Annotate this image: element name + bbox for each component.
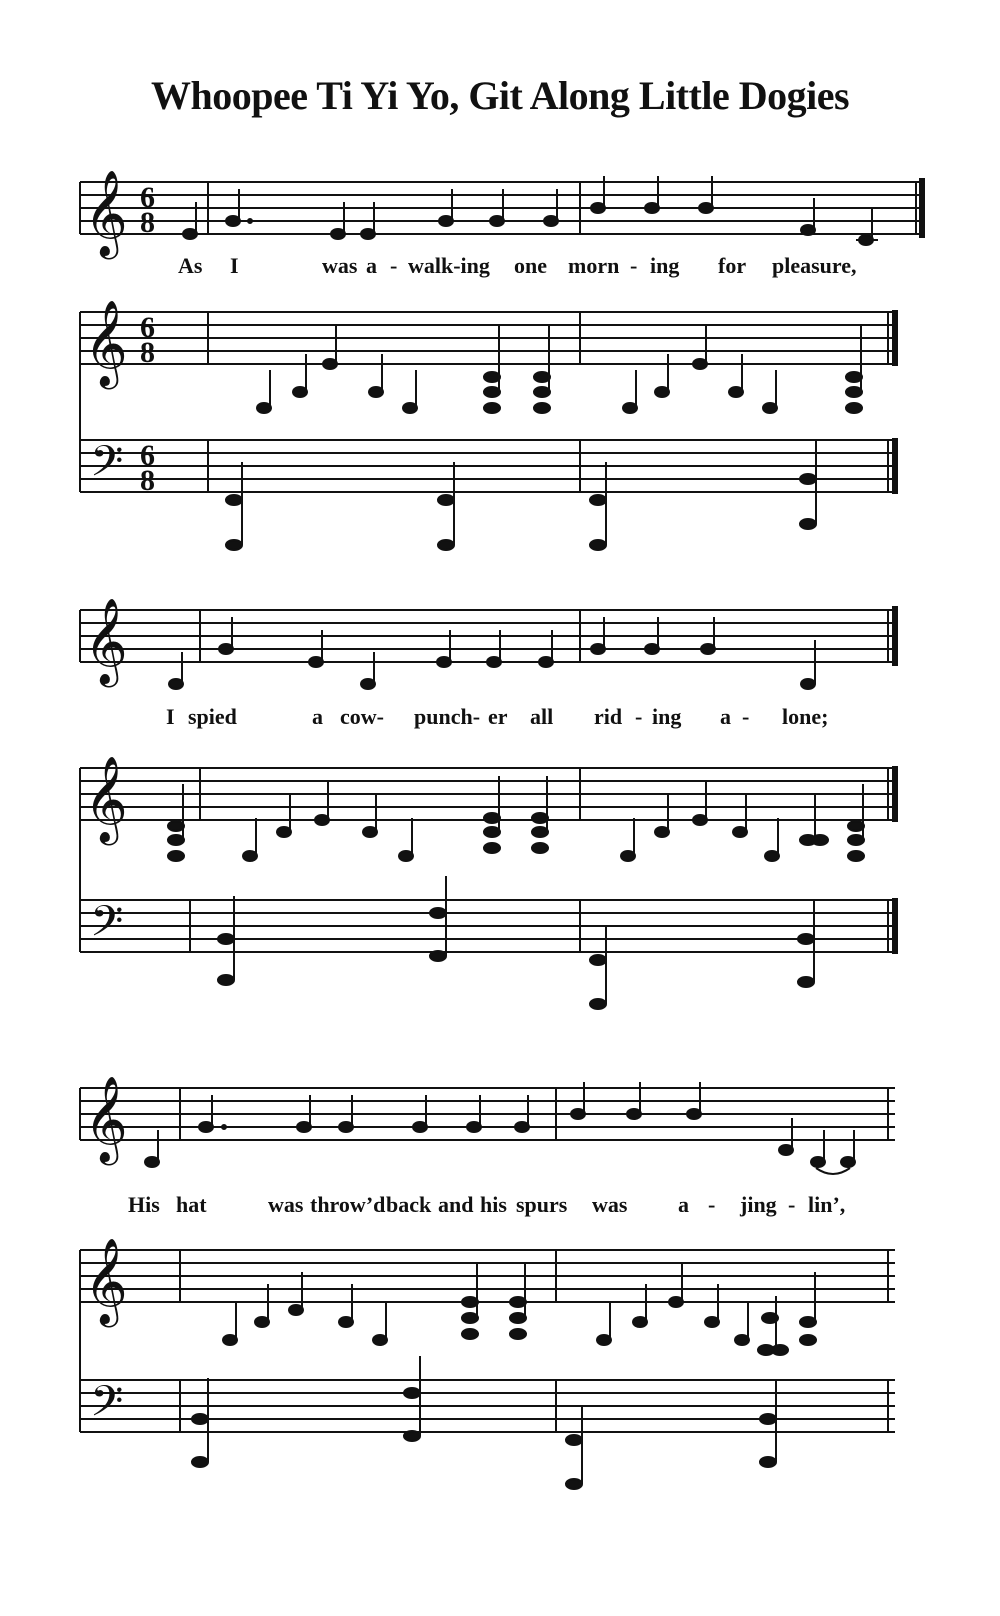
- time-signature-denominator: 8: [140, 336, 155, 369]
- lyric-word: was: [322, 253, 358, 278]
- melody-staff-1: [80, 178, 922, 238]
- lyric-word: spurs: [516, 1192, 568, 1217]
- lyric-word: a: [312, 704, 323, 729]
- lyric-word: hat: [176, 1192, 207, 1217]
- piano-treble-notes-3: [223, 1264, 816, 1355]
- lyric-word: His: [128, 1192, 160, 1217]
- lyric-word: punch-: [414, 704, 481, 729]
- piano-treble-staff-1: [80, 310, 895, 366]
- lyric-word: ing: [652, 704, 682, 729]
- lyric-word: ing: [650, 253, 680, 278]
- lyrics-line-1: [178, 253, 857, 278]
- time-signature-numerator: 6: [140, 181, 155, 214]
- lyrics-line-2: [166, 704, 828, 729]
- lyric-word: cow-: [340, 704, 384, 729]
- lyric-word: -: [742, 704, 750, 729]
- lyric-word: morn: [568, 253, 620, 278]
- lyric-word: one: [514, 253, 547, 278]
- piano-bass-notes-2: [218, 876, 814, 1009]
- lyric-word: and: [438, 1192, 474, 1217]
- melody-staff-2: [80, 606, 895, 666]
- lyric-word: a: [720, 704, 731, 729]
- lyric-word: his: [480, 1192, 507, 1217]
- piano-bass-notes-1: [226, 440, 816, 550]
- song-title: Whoopee Ti Yi Yo, Git Along Little Dogies: [150, 73, 850, 118]
- piano-treble-staff-3: [80, 1250, 895, 1302]
- lyric-word: lin’,: [808, 1192, 846, 1217]
- lyric-word: was: [592, 1192, 628, 1217]
- time-signature-numerator: 6: [140, 439, 155, 472]
- lyric-word: back: [386, 1192, 432, 1217]
- piano-bass-staff-3: [80, 1250, 895, 1432]
- time-signature-numerator: 6: [140, 311, 155, 344]
- lyric-word: spied: [188, 704, 237, 729]
- treble-clef: 𝄞: [84, 756, 128, 842]
- system-3: [80, 1076, 895, 1489]
- lyric-word: rid: [594, 704, 623, 729]
- lyric-word: a: [366, 253, 377, 278]
- lyric-word: throw’d: [310, 1192, 386, 1217]
- piano-treble-notes-2: [168, 776, 864, 861]
- lyric-word: for: [718, 253, 746, 278]
- system-2: [80, 598, 895, 1009]
- piano-treble-notes-1: [257, 326, 862, 413]
- treble-clef: 𝄞: [84, 170, 128, 256]
- lyric-word: I: [230, 253, 239, 278]
- piano-bass-notes-3: [192, 1356, 776, 1489]
- bass-clef: 𝄢: [90, 897, 124, 957]
- treble-clef: 𝄞: [84, 1076, 128, 1162]
- lyric-word: all: [530, 704, 554, 729]
- lyric-word: lone;: [782, 704, 829, 729]
- system-1: [80, 170, 922, 550]
- lyric-word: -: [635, 704, 643, 729]
- time-signature-denominator: 8: [140, 206, 155, 239]
- lyric-word: -: [390, 253, 398, 278]
- lyric-word: pleasure,: [772, 253, 857, 278]
- lyric-word: As: [178, 253, 203, 278]
- lyric-word: er: [488, 704, 508, 729]
- bass-clef: 𝄢: [90, 1377, 124, 1437]
- lyric-word: -: [708, 1192, 716, 1217]
- time-signature-denominator: 8: [140, 464, 155, 497]
- lyric-word: I: [166, 704, 175, 729]
- lyric-word: was: [268, 1192, 304, 1217]
- treble-clef: 𝄞: [84, 1238, 128, 1324]
- lyric-word: jing: [740, 1192, 777, 1217]
- lyric-word: a: [678, 1192, 689, 1217]
- lyric-word: -: [788, 1192, 796, 1217]
- lyric-word: -: [630, 253, 638, 278]
- treble-clef: 𝄞: [84, 300, 128, 386]
- bass-clef: 𝄢: [90, 437, 124, 497]
- lyrics-line-3: [128, 1192, 845, 1217]
- treble-clef: 𝄞: [84, 598, 128, 684]
- lyric-word: walk-ing: [408, 253, 490, 278]
- melody-notes-2: [169, 617, 815, 689]
